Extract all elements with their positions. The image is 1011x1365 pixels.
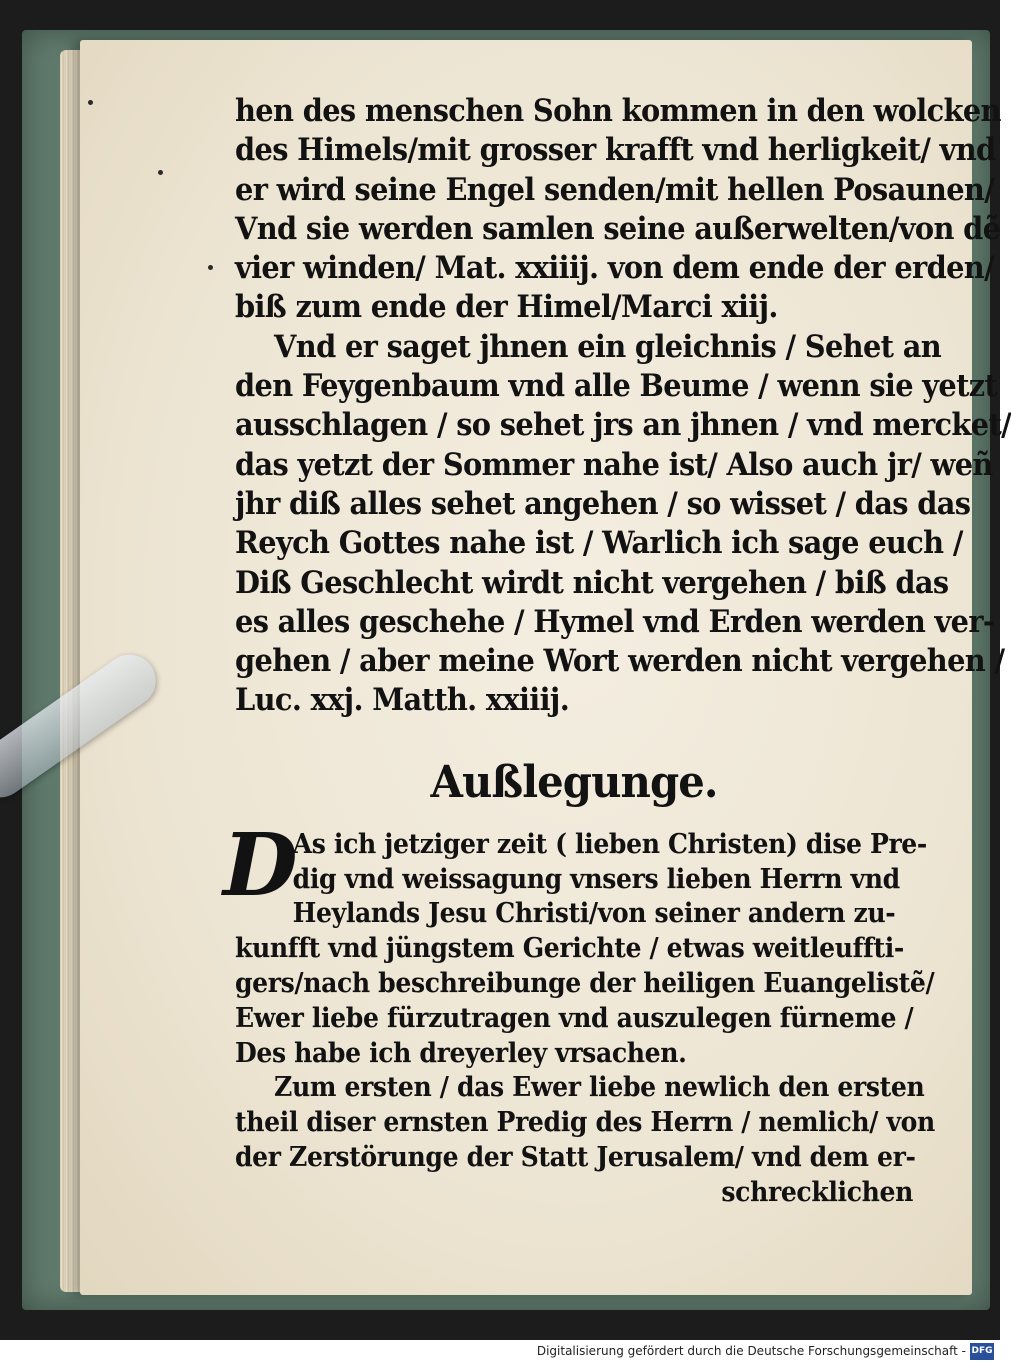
text-line: Luc. xxj. Matth. xxiiij. [235, 682, 570, 719]
text-line: jhr diß alles sehet angehen / so wisset / das das [235, 485, 971, 522]
second-section [223, 814, 935, 1211]
page-text [223, 92, 1011, 1211]
text-line: biß zum ende der Himel/Marci xiij. [235, 289, 778, 326]
catchword: schrecklichen [721, 1176, 913, 1208]
text-line: gehen / aber meine Wort werden nicht vergehen / [235, 643, 1005, 680]
text-line: Reych Gottes nahe ist / Warlich ich sage euch / [235, 525, 963, 562]
drop-cap-initial: D [223, 814, 298, 916]
ink-spot [88, 100, 93, 105]
text-line: gers/nach beschreibunge der heiligen Euangelistẽ/ [235, 967, 935, 999]
text-line: vier winden/ Mat. xxiiij. von dem ende der erden/ [235, 250, 994, 287]
text-line: theil diser ernsten Predig des Herrn / nemlich/ von [235, 1107, 935, 1139]
section-heading: Außlegunge. [430, 756, 718, 808]
text-line: den Feygenbaum vnd alle Beume / wenn sie yetzt [235, 368, 998, 405]
dfg-logo-icon: DFG [970, 1343, 994, 1360]
text-line: des Himels/mit grosser krafft vnd herligkeit/ vnd [235, 132, 996, 169]
text-line: kunfft vnd jüngstem Gerichte / etwas weitleuffti- [235, 933, 904, 965]
ink-spot [208, 265, 213, 270]
text-line: es alles geschehe / Hymel vnd Erden werden ver- [235, 603, 995, 640]
text-line: Zum ersten / das Ewer liebe newlich den ersten [274, 1072, 925, 1104]
text-line: der Zerstörunge der Statt Jerusalem/ vnd dem er- [235, 1141, 916, 1173]
text-line: dig vnd weissagung vnsers lieben Herrn vnd [292, 863, 900, 895]
text-line: hen des menschen Sohn kommen in den wolcken [235, 93, 1001, 129]
text-line: Vnd sie werden samlen seine außerwelten/von dẽ [235, 210, 1001, 247]
text-line: Des habe ich dreyerley vrsachen. [235, 1037, 687, 1069]
ink-spot [158, 170, 163, 175]
footer-credit: Digitalisierung gefördert durch die Deutsche Forschungsgemeinschaft - [536, 1344, 966, 1358]
footer-bar [0, 1340, 1000, 1365]
text-line: Vnd er saget jhnen ein gleichnis / Sehet an [274, 328, 942, 365]
text-line: As ich jetziger zeit ( lieben Christen) dise Pre- [292, 828, 927, 860]
text-line: Heylands Jesu Christi/von seiner andern zu- [292, 898, 896, 930]
text-line: das yetzt der Sommer nahe ist/ Also auch jr/ weñ [235, 446, 993, 483]
text-line: Diß Geschlecht wirdt nicht vergehen / biß das [235, 564, 949, 601]
text-line: ausschlagen / so sehet jrs an jhnen / vnd mercket/ [235, 407, 1011, 444]
text-line: er wird seine Engel senden/mit hellen Posaunen/ [235, 171, 995, 208]
text-line: Ewer liebe fürzutragen vnd auszulegen fürneme / [235, 1002, 914, 1034]
